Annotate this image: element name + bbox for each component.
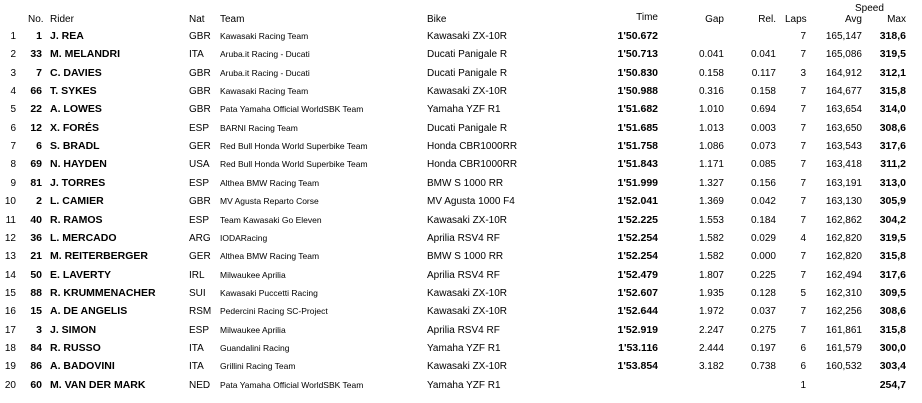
gap: 3.182 [698,361,724,373]
header-laps: Laps [785,14,807,25]
max-speed: 315,8 [879,323,906,336]
gap: 1.553 [698,214,724,226]
max-speed: 319,5 [879,48,906,61]
lap-time: 1'51.999 [617,176,658,189]
bike-name: BMW S 1000 RR [427,177,504,189]
position: 20 [4,379,16,391]
lap-time: 1'50.988 [617,85,658,98]
team-name: MV Agusta Reparto Corse [220,196,319,207]
team-name: Althea BMW Racing Team [220,251,320,262]
position: 6 [10,122,16,134]
position: 16 [4,306,16,318]
team-name: Team Kawasaki Go Eleven [220,214,322,225]
rider-name: R. KRUMMENACHER [50,286,156,299]
avg-speed: 165,086 [825,49,862,61]
team-name: Pata Yamaha Official WorldSBK Team [220,379,364,390]
team-name: Kawasaki Puccetti Racing [220,287,318,298]
relative-gap: 0.073 [750,141,776,153]
nationality: GER [189,251,211,263]
rider-number: 15 [30,305,42,318]
bike-name: Kawasaki ZX-10R [427,361,508,373]
rider-number: 7 [36,66,42,79]
table-row [0,45,922,63]
bike-name: Aprilia RSV4 RF [427,232,500,244]
max-speed: 309,5 [879,286,906,299]
max-speed: 311,2 [880,158,906,171]
laps: 6 [800,342,806,354]
table-row [0,247,922,265]
relative-gap: 0.197 [750,342,776,354]
team-name: Pedercini Racing SC-Project [220,306,328,317]
table-row [0,229,922,247]
table-row [0,302,922,320]
gap: 1.807 [698,269,724,281]
rider-name: M. MELANDRI [50,48,120,61]
position: 18 [4,342,16,354]
header-nat: Nat [189,14,205,25]
avg-speed: 161,579 [825,342,862,354]
rider-name: X. FORÉS [50,121,100,134]
bike-name: Aprilia RSV4 RF [427,324,500,336]
rider-number: 84 [30,341,42,354]
lap-time: 1'50.672 [617,30,658,42]
position: 14 [4,269,16,281]
laps: 6 [800,361,806,373]
nationality: NED [189,379,211,391]
nationality: IRL [189,269,205,281]
max-speed: 314,0 [879,103,906,116]
team-name: Red Bull Honda World Superbike Team [220,159,368,170]
rider-name: J. TORRES [50,176,106,189]
bike-name: Ducati Panigale R [427,122,508,134]
bike-name: Ducati Panigale R [427,49,508,61]
team-name: Milwaukee Aprilia [220,269,286,280]
lap-time: 1'50.713 [617,48,658,61]
table-row [0,376,922,394]
avg-speed: 162,862 [825,214,862,226]
rider-number: 66 [30,85,42,98]
rider-number: 33 [30,48,42,61]
nationality: ESP [189,324,210,336]
nationality: GBR [189,67,211,79]
rider-number: 81 [30,176,42,189]
rider-name: S. BRADL [50,140,100,153]
relative-gap: 0.085 [750,159,776,171]
gap: 1.369 [698,196,724,208]
rider-number: 1 [36,30,42,42]
rider-name: A. LOWES [50,103,102,116]
rider-number: 21 [30,250,42,263]
gap: 0.158 [698,67,724,79]
table-row [0,27,922,45]
header-gap: Gap [705,14,724,25]
table-row [0,82,922,100]
max-speed: 317,6 [879,268,906,281]
bike-name: Yamaha YZF R1 [427,379,501,391]
rider-name: J. SIMON [50,323,97,336]
rider-name: L. CAMIER [50,195,104,208]
nationality: GBR [189,196,211,208]
max-speed: 317,6 [879,140,906,153]
bike-name: Kawasaki ZX-10R [427,306,508,318]
nationality: ITA [189,49,204,61]
rider-name: T. SYKES [50,85,97,98]
table-row [0,284,922,302]
relative-gap: 0.738 [750,361,776,373]
lap-time: 1'52.479 [617,268,658,281]
nationality: ESP [189,214,210,226]
relative-gap: 0.037 [750,306,776,318]
rider-number: 3 [36,323,42,336]
header-max: Max [887,14,906,25]
laps: 4 [800,232,806,244]
relative-gap: 0.000 [750,251,776,263]
bike-name: Aprilia RSV4 RF [427,269,500,281]
team-name: Pata Yamaha Official WorldSBK Team [220,104,364,115]
position: 2 [10,49,16,61]
position: 7 [10,141,16,153]
relative-gap: 0.128 [750,287,776,299]
bike-name: Yamaha YZF R1 [427,104,501,116]
bike-name: BMW S 1000 RR [427,251,504,263]
max-speed: 319,5 [879,231,906,244]
header-rel: Rel. [758,14,776,25]
lap-time: 1'52.254 [617,250,658,263]
gap: 1.935 [698,287,724,299]
bike-name: Kawasaki ZX-10R [427,31,508,42]
avg-speed: 164,677 [825,86,862,98]
avg-speed: 162,256 [825,306,862,318]
relative-gap: 0.156 [750,177,776,189]
team-name: IODARacing [220,232,268,243]
bike-name: Ducati Panigale R [427,67,508,79]
laps: 7 [800,269,806,281]
rider-number: 36 [30,231,42,244]
lap-time: 1'53.854 [617,360,658,373]
rider-number: 22 [30,103,42,116]
bike-name: Honda CBR1000RR [427,141,518,153]
rider-name: E. LAVERTY [50,268,112,281]
rider-name: M. VAN DER MARK [50,378,146,391]
table-row [0,339,922,357]
table-row [0,266,922,284]
max-speed: 308,6 [879,121,906,134]
rider-name: C. DAVIES [50,66,102,79]
relative-gap: 0.275 [750,324,776,336]
lap-time: 1'51.843 [617,158,658,171]
lap-time: 1'51.758 [617,140,658,153]
nationality: USA [189,159,210,171]
gap: 0.041 [698,49,724,61]
laps: 7 [800,122,806,134]
rider-number: 2 [36,195,42,208]
nationality: ITA [189,361,204,373]
rider-name: M. REITERBERGER [50,250,149,263]
avg-speed: 164,912 [825,67,862,79]
laps: 7 [800,31,806,42]
relative-gap: 0.184 [750,214,776,226]
laps: 7 [800,196,806,208]
position: 5 [10,104,16,116]
max-speed: 313,0 [879,176,906,189]
avg-speed: 163,543 [825,141,862,153]
position: 17 [4,324,16,336]
bike-name: MV Agusta 1000 F4 [427,196,515,208]
gap: 2.247 [698,324,724,336]
lap-time: 1'52.254 [617,231,658,244]
bike-name: Kawasaki ZX-10R [427,214,508,226]
table-row [0,64,922,82]
lap-time: 1'53.116 [618,341,658,354]
laps: 7 [800,49,806,61]
max-speed: 304,2 [879,213,906,226]
gap: 0.316 [698,86,724,98]
nationality: GBR [189,104,211,116]
team-name: Kawasaki Racing Team [220,86,309,97]
team-name: Guandalini Racing [220,342,290,353]
avg-speed: 160,532 [825,361,862,373]
laps: 7 [800,141,806,153]
rider-name: A. BADOVINI [50,360,115,373]
relative-gap: 0.042 [750,196,776,208]
nationality: ESP [189,122,210,134]
position: 11 [5,214,16,226]
gap: 1.086 [698,141,724,153]
avg-speed: 165,147 [825,31,862,42]
table-row [0,155,922,173]
gap: 1.582 [698,251,724,263]
lap-time: 1'52.644 [617,305,658,318]
lap-time: 1'52.607 [617,286,658,299]
avg-speed: 162,820 [825,251,862,263]
rider-number: 40 [30,213,42,226]
max-speed: 315,8 [879,85,906,98]
max-speed: 318,6 [879,30,906,42]
bike-name: Yamaha YZF R1 [427,342,501,354]
rider-name: A. DE ANGELIS [50,305,128,318]
relative-gap: 0.694 [750,104,776,116]
laps: 7 [800,86,806,98]
header-no: No. [28,14,44,25]
table-row [0,100,922,118]
nationality: ARG [189,232,211,244]
nationality: RSM [189,306,212,318]
gap: 1.171 [698,159,724,171]
avg-speed: 163,650 [825,122,862,134]
laps: 5 [800,287,806,299]
lap-time: 1'52.041 [617,195,658,208]
team-name: Grillini Racing Team [220,361,296,372]
team-name: Red Bull Honda World Superbike Team [220,141,368,152]
rider-number: 60 [30,378,42,391]
avg-speed: 161,861 [825,324,862,336]
rider-number: 69 [30,158,42,171]
laps: 7 [800,214,806,226]
relative-gap: 0.225 [750,269,776,281]
table-row [0,174,922,192]
rider-number: 86 [30,360,42,373]
bike-name: Honda CBR1000RR [427,159,518,171]
bike-name: Kawasaki ZX-10R [427,287,508,299]
relative-gap: 0.117 [751,67,776,79]
nationality: GBR [189,86,211,98]
avg-speed: 163,191 [825,177,862,189]
nationality: SUI [189,287,206,299]
position: 13 [4,251,16,263]
max-speed: 312,1 [879,66,906,79]
relative-gap: 0.158 [750,86,776,98]
rider-name: R. RAMOS [50,213,103,226]
avg-speed: 163,130 [825,196,862,208]
rider-name: R. RUSSO [50,341,101,354]
position: 9 [10,177,16,189]
lap-time: 1'51.682 [617,103,658,116]
rider-number: 12 [30,121,42,134]
position: 8 [10,159,16,171]
max-speed: 303,4 [879,360,906,373]
gap: 1.010 [698,104,724,116]
header-team: Team [220,14,245,25]
table-row [0,119,922,137]
team-name: BARNI Racing Team [220,122,298,133]
header-time: Time [636,12,658,23]
laps: 7 [800,104,806,116]
lap-time: 1'52.919 [617,323,658,336]
team-name: Kawasaki Racing Team [220,31,309,41]
rider-number: 6 [36,140,42,153]
nationality: GBR [189,31,211,42]
max-speed: 305,9 [879,195,906,208]
laps: 3 [800,67,806,79]
max-speed: 308,6 [879,305,906,318]
rider-number: 50 [30,268,42,281]
laps: 1 [800,379,806,391]
table-row [0,192,922,210]
gap: 2.444 [698,342,724,354]
laps: 7 [800,324,806,336]
gap: 1.972 [698,306,724,318]
table-row [0,137,922,155]
gap: 1.327 [698,177,724,189]
gap: 1.582 [698,232,724,244]
position: 19 [4,361,16,373]
table-row [0,357,922,375]
team-name: Althea BMW Racing Team [220,177,320,188]
rider-name: L. MERCADO [50,231,117,244]
position: 10 [4,196,16,208]
avg-speed: 162,494 [825,269,862,281]
nationality: ITA [189,342,204,354]
position: 1 [10,31,16,42]
max-speed: 254,7 [879,378,906,391]
team-name: Milwaukee Aprilia [220,324,286,335]
position: 15 [4,287,16,299]
laps: 7 [800,159,806,171]
lap-time: 1'50.830 [617,66,658,79]
rider-number: 88 [30,286,42,299]
nationality: ESP [189,177,210,189]
nationality: GER [189,141,211,153]
avg-speed: 162,820 [825,232,862,244]
rider-name: N. HAYDEN [50,158,107,171]
bike-name: Kawasaki ZX-10R [427,86,508,98]
laps: 7 [800,251,806,263]
position: 3 [10,67,16,79]
gap: 1.013 [698,122,724,134]
header-avg: Avg [844,14,862,25]
header-rider: Rider [50,14,74,25]
avg-speed: 163,418 [825,159,862,171]
position: 4 [10,86,16,98]
lap-time: 1'51.685 [617,121,658,134]
avg-speed: 163,654 [825,104,862,116]
header-speed: Speed [855,3,884,14]
team-name: Aruba.it Racing - Ducati [220,67,310,78]
position: 12 [4,232,16,244]
relative-gap: 0.003 [750,122,776,134]
laps: 7 [800,306,806,318]
table-row [0,321,922,339]
laps: 7 [800,177,806,189]
relative-gap: 0.041 [750,49,776,61]
table-row [0,211,922,229]
max-speed: 315,8 [879,250,906,263]
avg-speed: 162,310 [825,287,862,299]
lap-time: 1'52.225 [617,213,658,226]
rider-name: J. REA [50,30,84,42]
relative-gap: 0.029 [750,232,776,244]
max-speed: 300,0 [879,341,906,354]
header-bike: Bike [427,14,447,25]
team-name: Aruba.it Racing - Ducati [220,49,310,60]
